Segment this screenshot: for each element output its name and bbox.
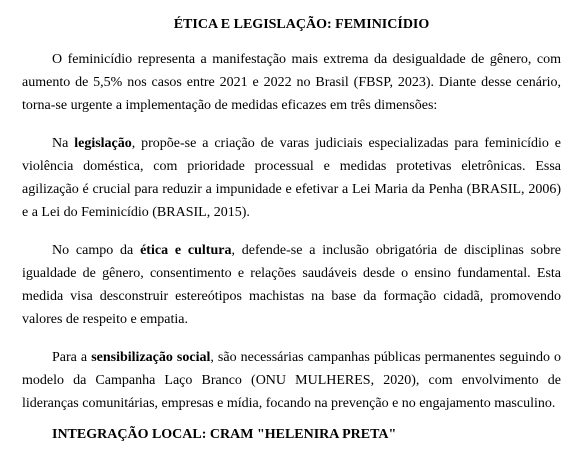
awareness-term: sensibilização social	[91, 350, 211, 365]
legislation-text: , propõe-se a criação de varas judiciais especializadas para feminicídio e violência doméstica, com prioridade processual e medidas protetivas eletrônicas. Essa agilização é crucial para reduzir a impunidade e efetivar a Lei Maria da Penha (BRASIL, 2006) e a Lei do Feminicídio (BRASIL, 2015).	[22, 136, 561, 220]
ethics-paragraph	[22, 239, 561, 331]
legislation-paragraph	[22, 132, 561, 224]
legislation-lead: Na	[52, 136, 75, 151]
awareness-text: , são necessárias campanhas públicas permanentes seguindo o modelo da Campanha Laço Branco (ONU MULHERES, 2020), com envolvimento de lideranças comunitárias, empresas e mídia, focando na prevenção e no engajamento masculino.	[22, 350, 561, 411]
ethics-lead: No campo da	[52, 243, 141, 258]
ethics-term: ética e cultura	[140, 243, 232, 258]
awareness-paragraph	[22, 346, 561, 415]
section-heading: INTEGRAÇÃO LOCAL: CRAM "HELENIRA PRETA"	[52, 427, 397, 442]
ethics-text: , defende-se a inclusão obrigatória de disciplinas sobre igualdade de gênero, consentimento e relações saudáveis desde o ensino fundamental. Esta medida visa desconstruir estereótipos machistas na base da formação cidadã, promovendo valores de respeito e empatia.	[22, 243, 561, 327]
intro-paragraph: O feminicídio representa a manifestação mais extrema da desigualdade de gênero, com aumento de 5,5% nos casos entre 2021 e 2022 no Brasil (FBSP, 2023). Diante desse cenário, torna-se urgente a implementação de medidas eficazes em três dimensões:	[22, 52, 561, 113]
legislation-term: legislação	[74, 136, 132, 151]
document-title: ÉTICA E LEGISLAÇÃO: FEMINICÍDIO	[173, 17, 430, 32]
awareness-lead: Para a	[52, 350, 92, 365]
